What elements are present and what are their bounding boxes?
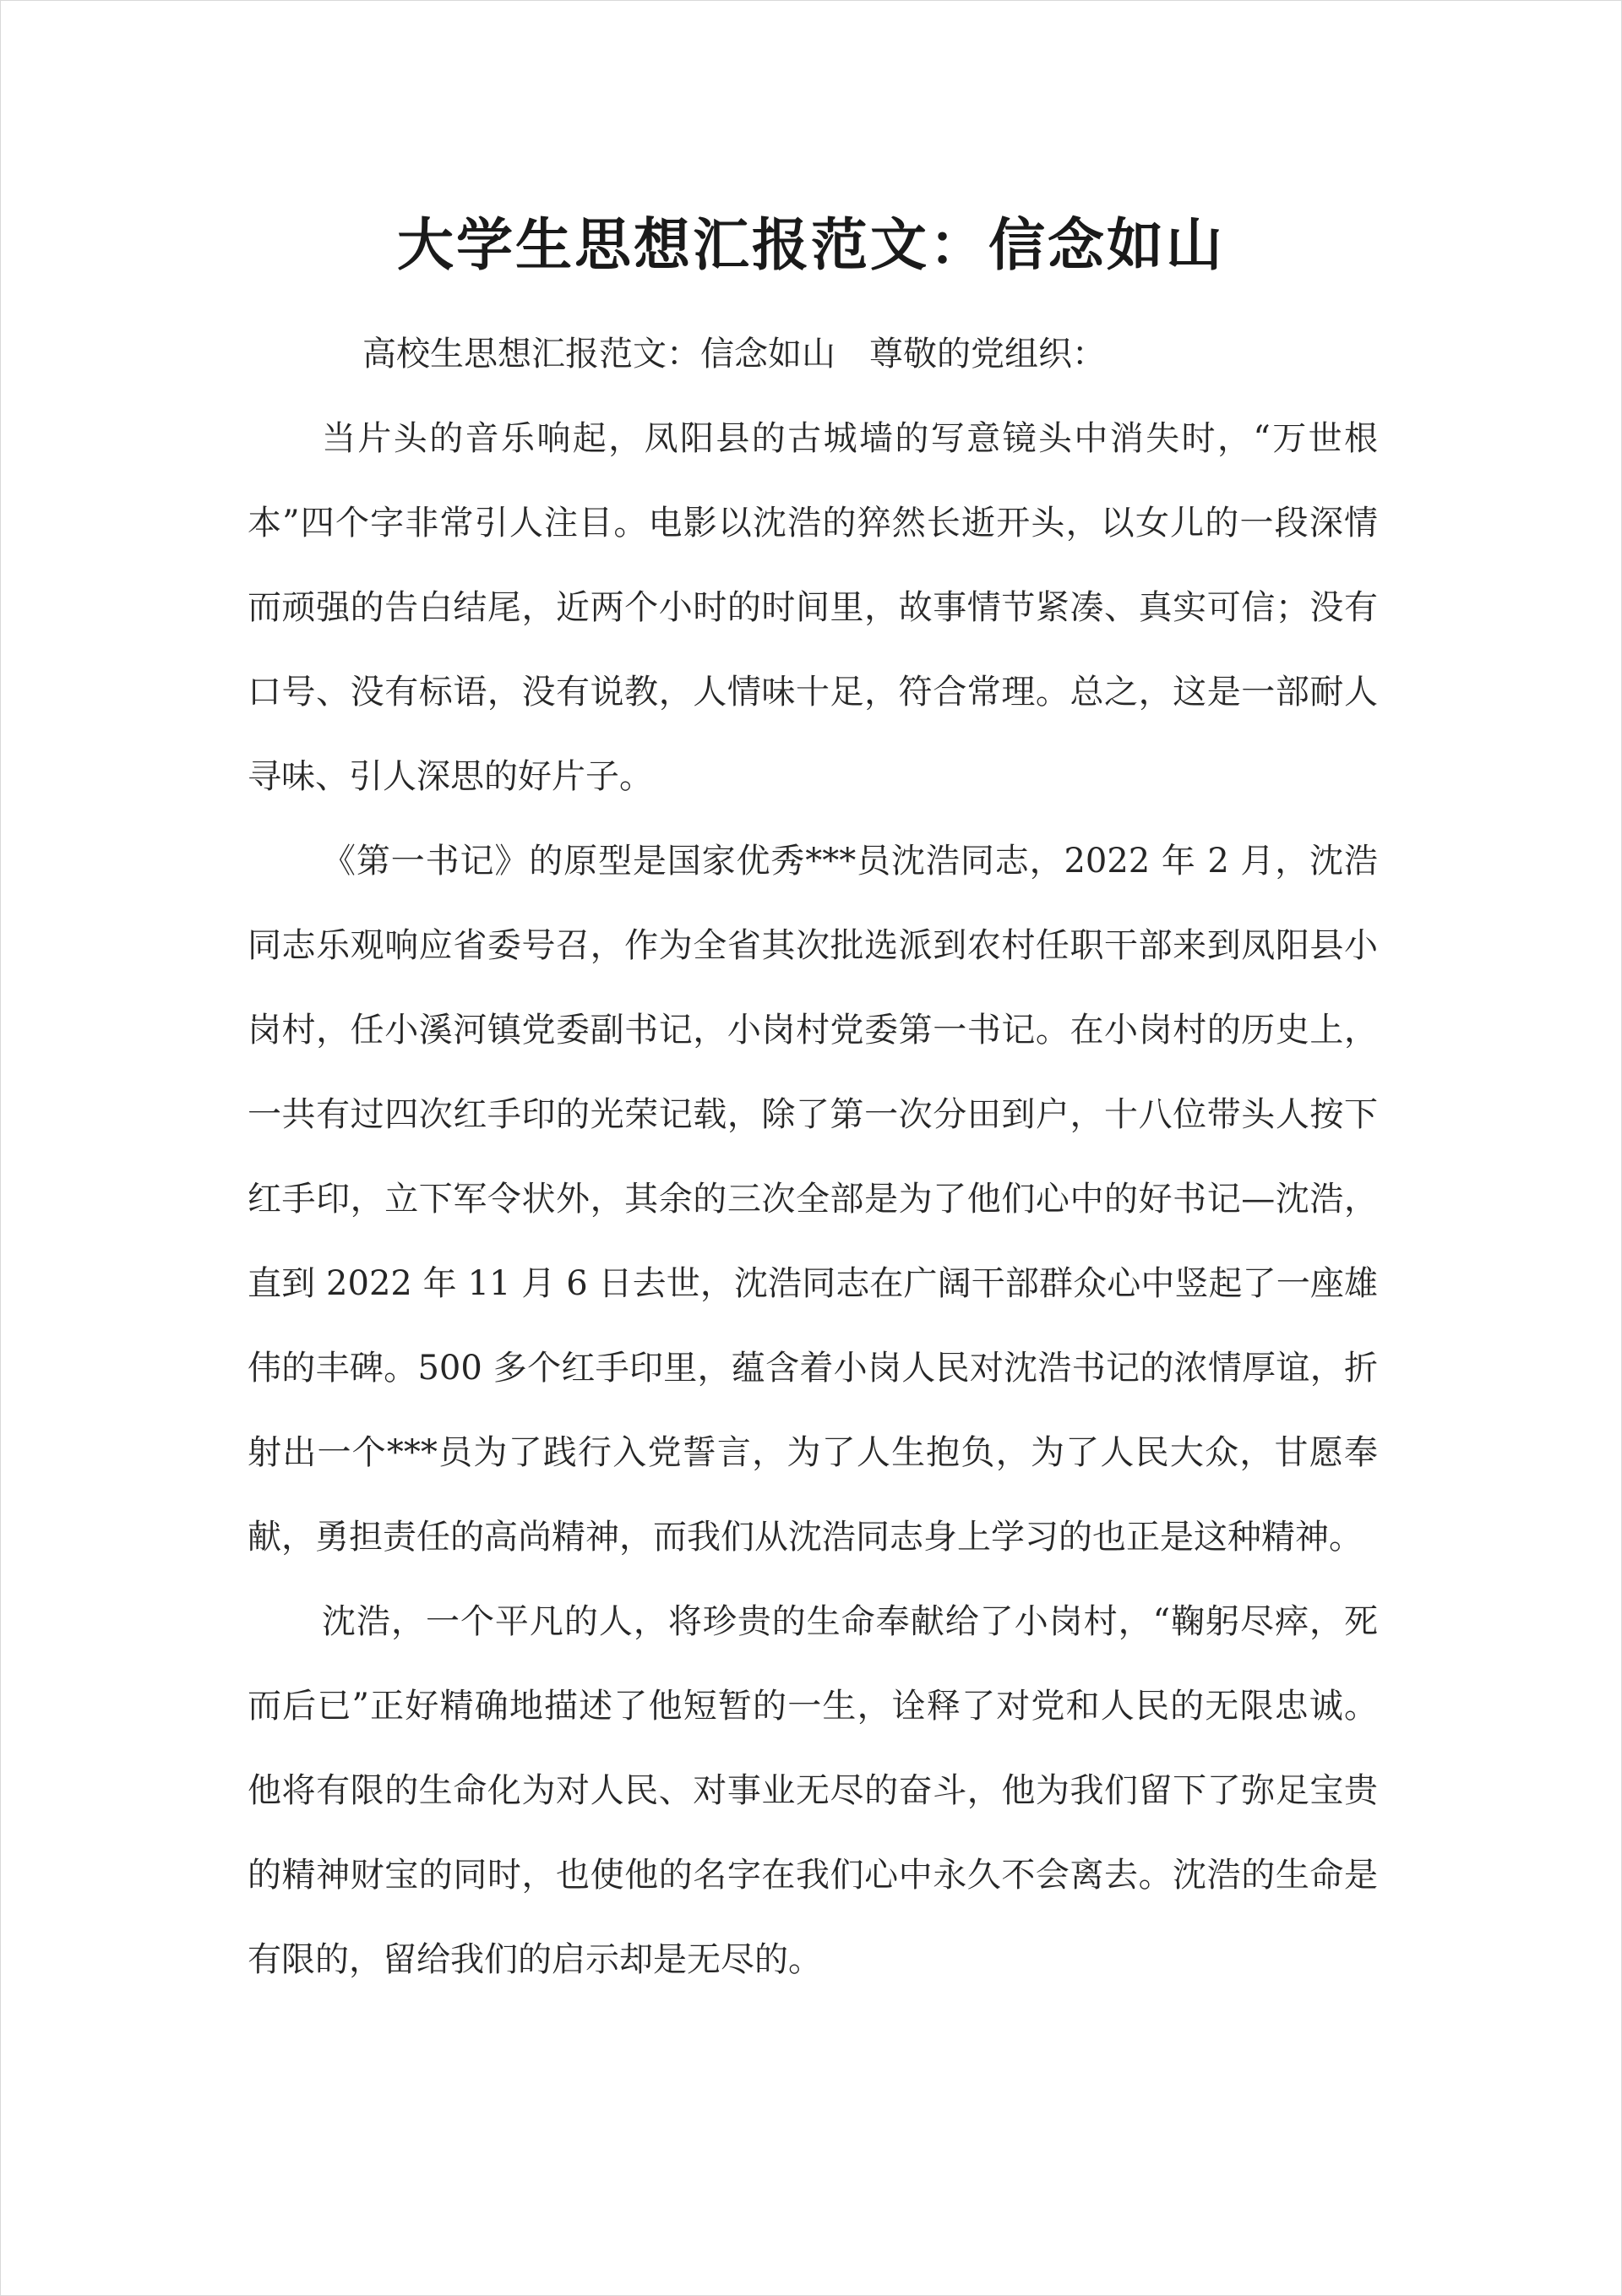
paragraph-3: 沈浩，一个平凡的人，将珍贵的生命奉献给了小岗村，“鞠躬尽瘁，死而后已”正好精确地描述了他短暂的一生，诠释了对党和人民的无限忠诚。他将有限的生命化为对人民、对事业无尽的奋斗，他为我们留下了弥足宝贵的精神财宝的同时，也使他的名字在我们心中永久不会离去。沈浩的生命是有限的，留给我们的启示却是无尽的。 bbox=[248, 1602, 1378, 1979]
paragraph-1: 当片头的音乐响起，凤阳县的古城墙的写意镜头中消失时，“万世根本”四个字非常引人注目。电影以沈浩的猝然长逝开头，以女儿的一段深情而顽强的告白结尾，近两个小时的时间里，故事情节紧凑、真实可信；没有口号、没有标语，没有说教，人情味十足，符合常理。总之，这是一部耐人寻味、引人深思的好片子。 bbox=[248, 419, 1378, 796]
paragraph-2: 《第一书记》的原型是国家优秀***员沈浩同志，2022 年 2 月，沈浩同志乐观响应省委号召，作为全省其次批选派到农村任职干部来到凤阳县小岗村，任小溪河镇党委副书记，小岗村党委第一书记。在小岗村的历史上，一共有过四次红手印的光荣记载，除了第一次分田到户，十八位带头人按下红手印，立下军令状外，其余的三次全部是为了他们心中的好书记—沈浩，直到 2022 年 11 月 6 日去世，沈浩同志在广阔干部群众心中竖起了一座雄伟的丰碑。500 多个红手印里，蕴含着小岗人民对沈浩书记的浓情厚谊，折射出一个***员为了践行入党誓言，为了人生抱负，为了人民大众，甘愿奉献，勇担责任的高尚精神，而我们从沈浩同志身上学习的也正是这种精神。 bbox=[248, 842, 1378, 1557]
salutation-line: 高校生思想汇报范文：信念如山 尊敬的党组织： bbox=[362, 335, 1106, 374]
document-title: 大学生思想汇报范文：信念如山 bbox=[397, 211, 1225, 278]
document-body bbox=[248, 312, 1378, 2002]
